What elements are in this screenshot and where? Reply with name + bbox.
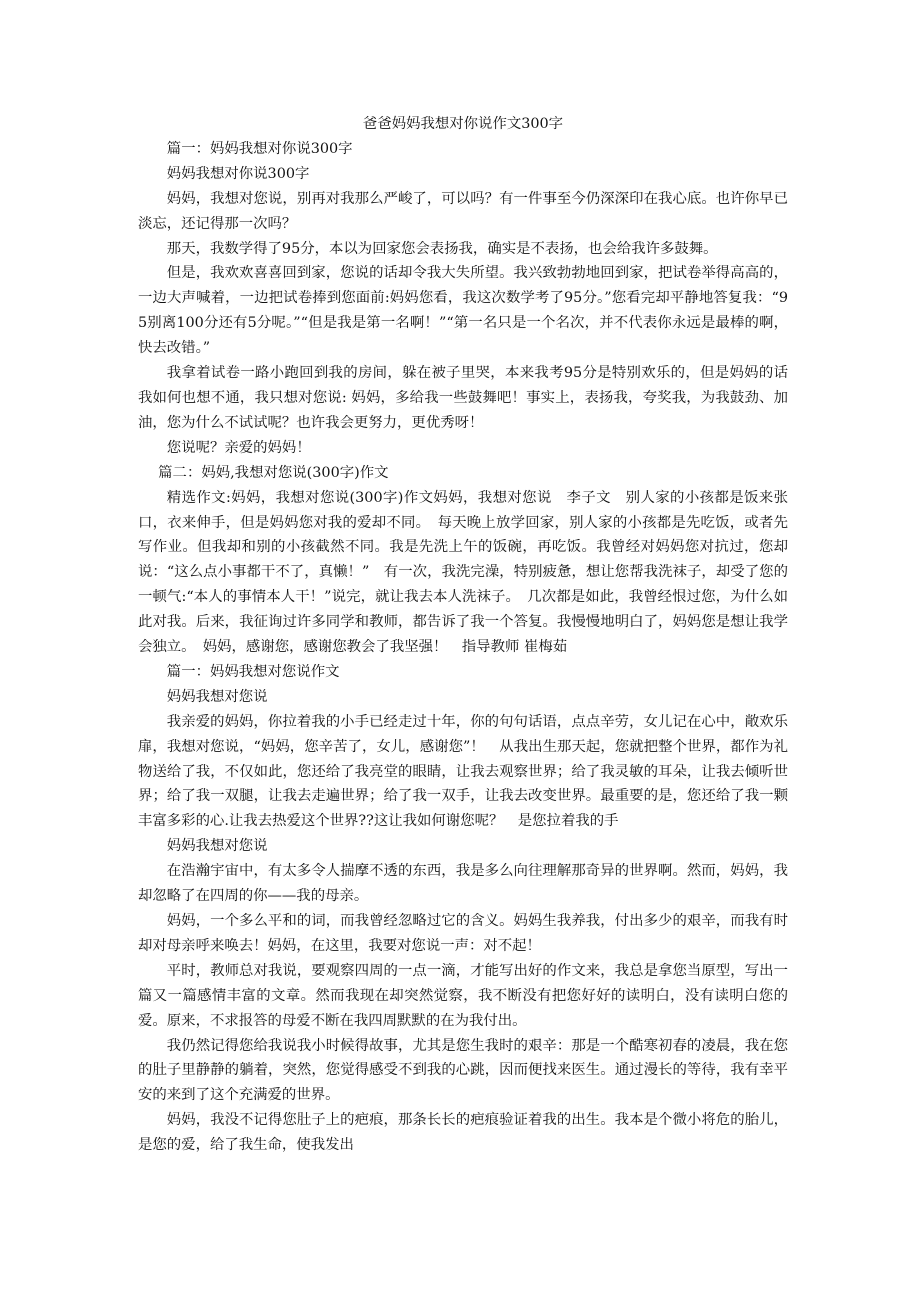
paragraph: 您说呢？亲爱的妈妈！: [166, 439, 311, 456]
paragraph: 平时，教师总对我说，要观察四周的一点一滴，才能写出好的作文来，我总是拿您当原型，写出一篇又一篇感情丰富的文章。然而我现在却突然觉察，我不断没有把您好好的读明白，没有读明白您的爱。原来，不求报答的母爱不断在我四周默默的在为我付出。: [138, 962, 788, 1029]
paragraph: 篇一：妈妈我想对您说作文: [166, 663, 340, 680]
paragraph: 我亲爱的妈妈，你拉着我的小手已经走过十年，你的句句话语，点点辛劳，女儿记在心中，敞欢乐扉，我想对您说，“妈妈，您辛苦了，女儿，感谢您”！ 从我出生那天起，您就把整个世界，都作为礼物送给了我，不仅如此，您还给了我亮堂的眼睛，让我去观察世界；给了我灵敏的耳朵，让我去倾听世界；给了我一双腿，让我去走遍世界；给了我一双手，让我去改变世界。最重要的是，您还给了我一颗丰富多彩的心.让我去热爱这个世界??这让我如何谢您呢？ 是您拉着我的手: [138, 713, 788, 830]
paragraph: 我拿着试卷一路小跑回到我的房间，躲在被子里哭，本来我考95分是特别欢乐的，但是妈妈的话我如何也想不通，我只想对您说: 妈妈，多给我一些鼓舞吧！事实上，表扬我，夸奖我，为我鼓劲、加油，您为什么不试试呢？也许我会更努力，更优秀呀！: [138, 365, 788, 431]
document-body: [138, 112, 788, 1158]
paragraph: 妈妈，我没不记得您肚子上的疤痕，那条长长的疤痕验证着我的出生。我本是个微小将危的胎儿，是您的爱，给了我生命，使我发出: [138, 1112, 788, 1154]
paragraph: 在浩瀚宇宙中，有太多令人揣摩不透的东西，我是多么向往理解那奇异的世界啊。然而，妈妈，我却忽略了在四周的你——我的母亲。: [138, 863, 788, 905]
document-title: 爸爸妈妈我想对你说作文300字: [362, 116, 564, 132]
paragraph: 那天，我数学得了95分，本以为回家您会表扬我，确实是不表扬，也会给我许多鼓舞。: [166, 240, 718, 257]
paragraph: 妈妈，我想对您说，别再对我那么严峻了，可以吗？有一件事至今仍深深印在我心底。也许你早已淡忘，还记得那一次吗？: [138, 190, 788, 232]
paragraph: 妈妈我想对你说300字: [166, 165, 310, 182]
paragraph: 篇二：妈妈,我想对您说(300字)作文: [158, 464, 389, 481]
paragraph: 妈妈，一个多么平和的词，而我曾经忽略过它的含义。妈妈生我养我，付出多少的艰辛，而我有时却对母亲呼来唤去！妈妈，在这里，我要对您说一声：对不起！: [138, 913, 788, 954]
paragraph: 但是，我欢欢喜喜回到家，您说的话却令我大失所望。我兴致勃勃地回到家，把试卷举得高高的，一边大声喊着，一边把试卷捧到您面前:妈妈您看，我这次数学考了95分。”您看完却平静地答复我：“95别离100分还有5分呢。”“但是我是第一名啊！”“第一名只是一个名次，并不代表你永远是最棒的啊，快去改错。”: [138, 265, 788, 357]
paragraph: 妈妈我想对您说: [166, 688, 268, 705]
paragraph: 精选作文:妈妈，我想对您说(300字)作文妈妈，我想对您说 李子文 别人家的小孩都是饭来张口，衣来伸手，但是妈妈您对我的爱却不同。 每天晚上放学回家，别人家的小孩都是先吃饭，或者先写作业。但我却和别的小孩截然不同。我是先洗上午的饭碗，再吃饭。我曾经对妈妈您对抗过，您却说：“这么点小事都干不了，真懒！” 有一次，我洗完澡，特别疲惫，想让您帮我洗袜子，却受了您的一顿气:“本人的事情本人干！”说完，就让我去本人洗袜子。 几次都是如此，我曾经恨过您，为什么如此对我。后来，我征询过许多同学和教师，都告诉了我一个答复。我慢慢地明白了，妈妈您是想让我学会独立。 妈妈，感谢您，感谢您教会了我坚强！ 指导教师 崔梅茹: [138, 489, 788, 656]
paragraph: 妈妈我想对您说: [166, 838, 268, 855]
paragraph: 我仍然记得您给我说我小时候得故事，尤其是您生我时的艰辛：那是一个酷寒初春的凌晨，我在您的肚子里静静的躺着，突然，您觉得感受不到我的心跳，因而便找来医生。通过漫长的等待，我有幸平安的来到了这个充满爱的世界。: [138, 1037, 788, 1104]
paragraph: 篇一：妈妈我想对你说300字: [166, 140, 353, 157]
